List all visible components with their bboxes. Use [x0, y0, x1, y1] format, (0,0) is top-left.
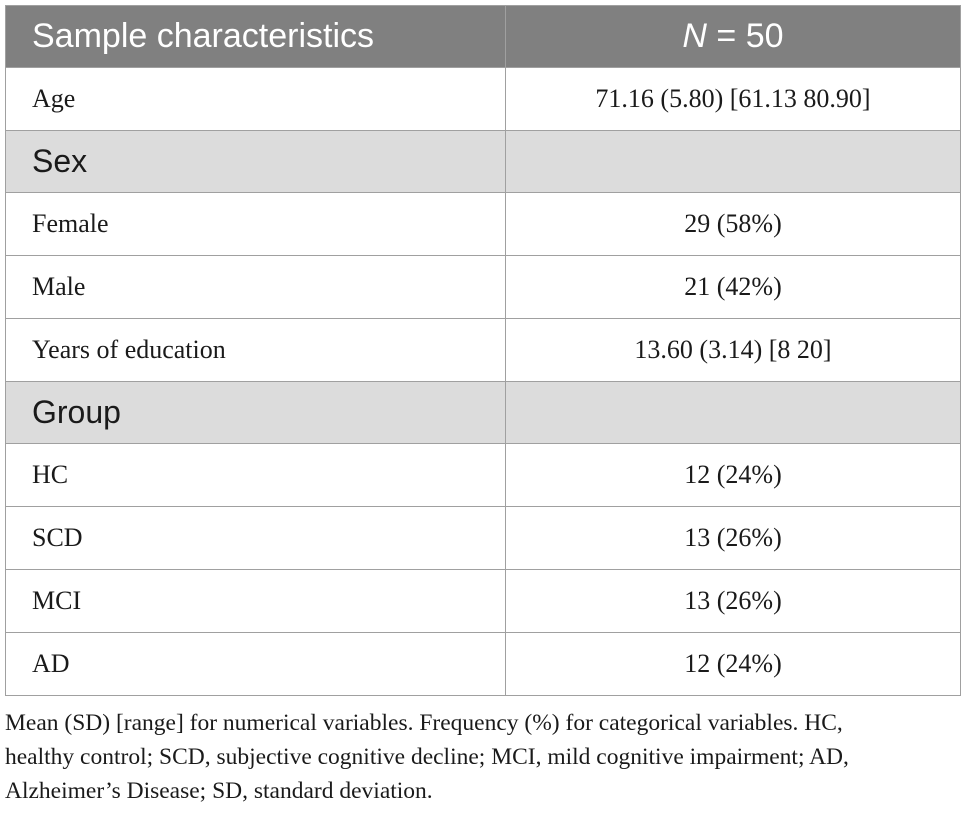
footnote-line: Alzheimer’s Disease; SD, standard deviation. [5, 778, 433, 804]
footnote-line: Mean (SD) [range] for numerical variables. Frequency (%) for categorical variables. HC, [5, 710, 843, 736]
section-label: Group [6, 382, 506, 444]
header-n-symbol: N [682, 17, 707, 55]
row-value: 29 (58%) [506, 193, 961, 256]
table-row-hc [6, 444, 961, 507]
section-empty-cell [506, 131, 961, 193]
table-row-scd [6, 507, 961, 570]
row-label: MCI [6, 570, 506, 633]
table-row-age [6, 68, 961, 131]
sample-characteristics-table [5, 5, 961, 696]
row-value: 13 (26%) [506, 570, 961, 633]
characteristics-table-container [5, 5, 960, 696]
row-value: 21 (42%) [506, 256, 961, 319]
section-row-sex [6, 131, 961, 193]
header-sample-characteristics: Sample characteristics [6, 6, 506, 68]
row-label: AD [6, 633, 506, 696]
table-row-years-of-education [6, 319, 961, 382]
row-label: SCD [6, 507, 506, 570]
footnote-line: healthy control; SCD, subjective cognitive decline; MCI, mild cognitive impairment; AD, [5, 744, 849, 770]
row-value: 71.16 (5.80) [61.13 80.90] [506, 68, 961, 131]
row-label: HC [6, 444, 506, 507]
table-footnote [5, 706, 965, 808]
row-label: Years of education [6, 319, 506, 382]
row-value: 12 (24%) [506, 633, 961, 696]
section-label: Sex [6, 131, 506, 193]
row-value: 13.60 (3.14) [8 20] [506, 319, 961, 382]
header-n-value: = 50 [706, 17, 784, 55]
row-label: Age [6, 68, 506, 131]
table-row-male [6, 256, 961, 319]
table-header-row [6, 6, 961, 68]
header-sample-size [506, 6, 961, 68]
section-empty-cell [506, 382, 961, 444]
table-row-mci [6, 570, 961, 633]
table-row-female [6, 193, 961, 256]
row-value: 13 (26%) [506, 507, 961, 570]
table-row-ad [6, 633, 961, 696]
row-label: Female [6, 193, 506, 256]
row-label: Male [6, 256, 506, 319]
section-row-group [6, 382, 961, 444]
row-value: 12 (24%) [506, 444, 961, 507]
